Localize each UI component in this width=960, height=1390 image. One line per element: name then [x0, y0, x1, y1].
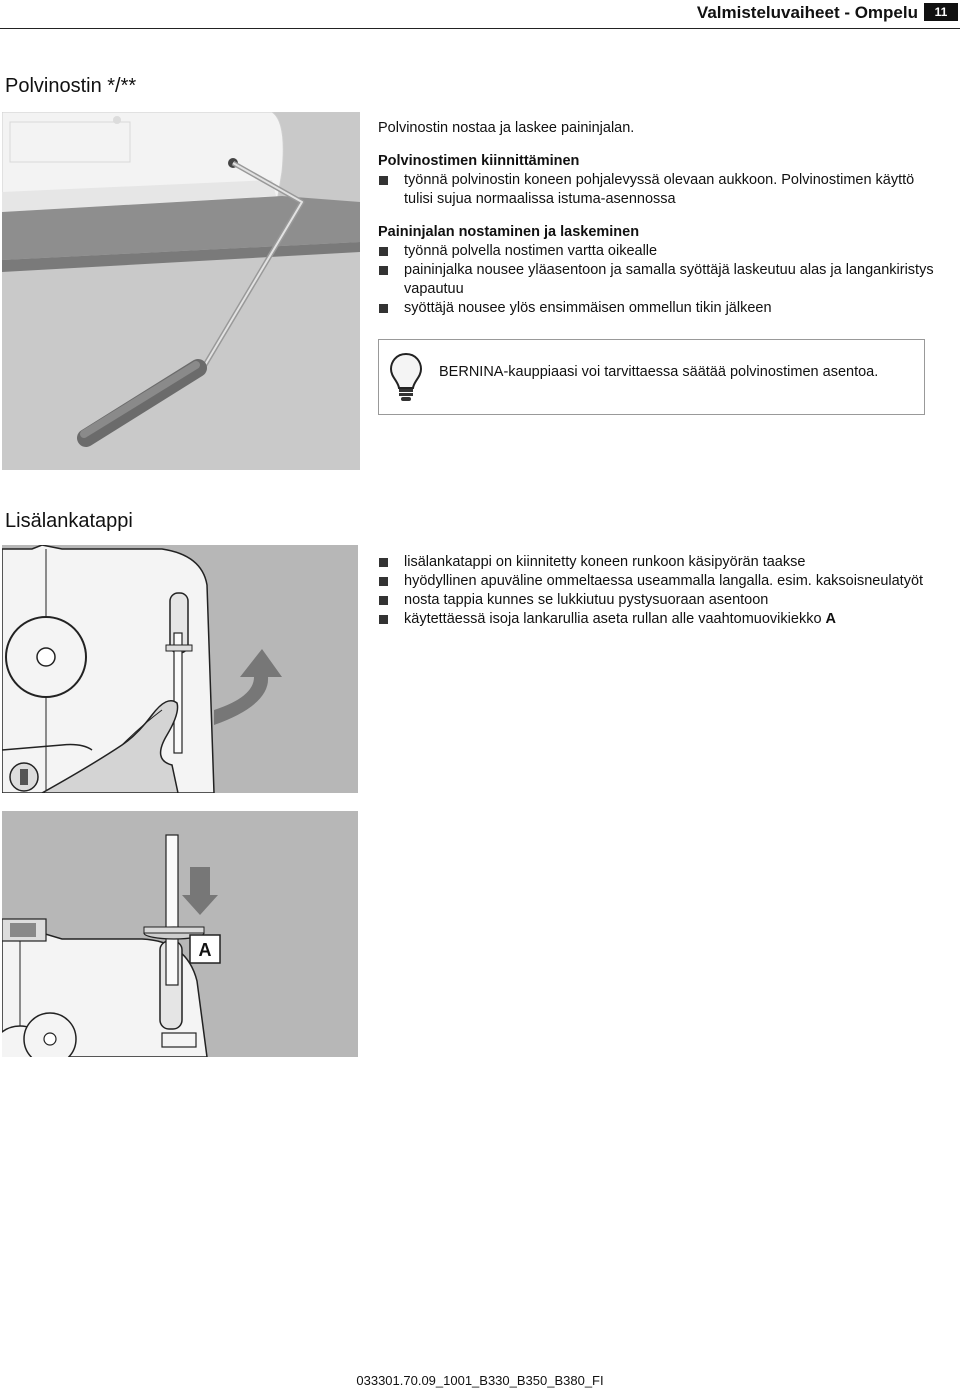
lightbulb-icon: [389, 352, 423, 404]
header-title: Valmisteluvaiheet - Ompelu: [696, 3, 918, 22]
subhead-nostaminen: Paininjalan nostaminen ja laskeminen: [378, 224, 640, 240]
tip-box: [378, 339, 925, 415]
spool-pin-raise-figure: [2, 545, 358, 793]
polvinostin-text: [378, 119, 938, 318]
list-item-text: käytettäessä isoja lankarullia aseta rullan alle vaahtomuovikiekko: [404, 611, 826, 627]
lisalankatappi-text: [378, 553, 938, 629]
list-item: paininjalka nousee yläasentoon ja samalla syöttäjä laskeutuu alas ja langankiristys vapautuu: [378, 261, 938, 299]
list-lisalankatappi: [378, 553, 938, 629]
polvinostin-intro: Polvinostin nostaa ja laskee paininjalan.: [378, 120, 635, 136]
page-number: 11: [924, 3, 958, 21]
figure-label-a: A: [198, 940, 212, 960]
label-a-reference: A: [825, 611, 837, 627]
knee-lifter-figure: [2, 112, 360, 470]
section-title-polvinostin: Polvinostin */**: [5, 75, 137, 97]
list-item: nosta tappia kunnes se lukkiutuu pystysuoraan asentoon: [378, 591, 938, 610]
list-nostaminen: [378, 242, 938, 318]
subhead-kiinnittaminen: Polvinostimen kiinnittäminen: [378, 153, 580, 169]
list-item: lisälankatappi on kiinnitetty koneen runkoon käsipyörän taakse: [378, 553, 938, 572]
list-kiinnittaminen: [378, 171, 938, 209]
header-rule: [0, 28, 960, 29]
list-item: hyödyllinen apuväline ommeltaessa useammalla langalla. esim. kaksoisneulatyöt: [378, 572, 938, 591]
tip-text: BERNINA-kauppiaasi voi tarvittaessa säätää polvinostimen asentoa.: [439, 364, 879, 380]
section-title-lisalankatappi: Lisälankatappi: [5, 510, 133, 532]
spool-pin-foam-disc-figure: [2, 811, 358, 1057]
list-item: työnnä polvinostin koneen pohjalevyssä olevaan aukkoon. Polvinostimen käyttö tulisi sujua normaalissa istuma-asennossa: [378, 171, 938, 209]
list-item: [378, 610, 938, 629]
footer-document-code: 033301.70.09_1001_B330_B350_B380_FI: [356, 1373, 604, 1388]
list-item: työnnä polvella nostimen vartta oikealle: [378, 242, 938, 261]
list-item: syöttäjä nousee ylös ensimmäisen ommellun tikin jälkeen: [378, 299, 938, 318]
